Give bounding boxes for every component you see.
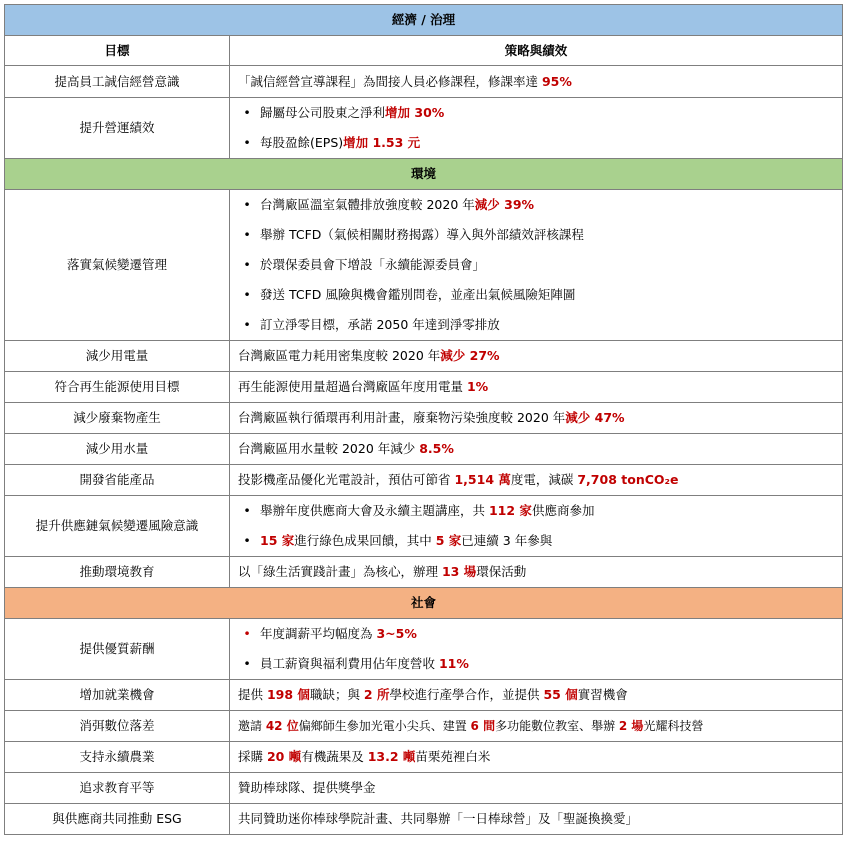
- table-row: [5, 190, 843, 341]
- goal-cell: 消弭數位落差: [5, 711, 230, 742]
- strategy-cell: [230, 496, 843, 557]
- list-item: • 台灣廠區溫室氣體排放強度較 2020 年減少 39%: [238, 190, 834, 220]
- bullet-icon: •: [243, 317, 251, 332]
- section-social-title: 社會: [5, 588, 843, 619]
- table-row: [5, 372, 843, 403]
- strategy-cell: 採購 20 噸有機蔬果及 13.2 噸苗栗苑裡白米: [230, 742, 843, 773]
- esg-performance-table: [4, 4, 843, 835]
- strategy-cell: 再生能源使用量超過台灣廠區年度用電量 1%: [230, 372, 843, 403]
- goal-cell: 減少用電量: [5, 341, 230, 372]
- list-item: • 舉辦年度供應商大會及永續主題講座，共 112 家供應商參加: [238, 496, 834, 526]
- table-row: [5, 66, 843, 98]
- list-item: • 年度調薪平均幅度為 3~5%: [238, 619, 834, 649]
- strategy-cell: 「誠信經營宣導課程」為間接人員必修課程，修課率達 95%: [230, 66, 843, 98]
- strategy-cell: [230, 98, 843, 159]
- bullet-icon: •: [243, 135, 251, 150]
- goal-cell: 符合再生能源使用目標: [5, 372, 230, 403]
- section-governance-row: [5, 5, 843, 36]
- table-row: [5, 773, 843, 804]
- strategy-cell: 投影機產品優化光電設計，預估可節省 1,514 萬度電，減碳 7,708 tonCO₂e: [230, 465, 843, 496]
- goal-cell: 落實氣候變遷管理: [5, 190, 230, 341]
- table-row: [5, 804, 843, 835]
- section-environment-title: 環境: [5, 159, 843, 190]
- table-row: [5, 465, 843, 496]
- goal-cell: 推動環境教育: [5, 557, 230, 588]
- table-row: [5, 496, 843, 557]
- header-row: [5, 36, 843, 66]
- bullet-icon: •: [243, 287, 251, 302]
- strategy-cell: 台灣廠區用水量較 2020 年減少 8.5%: [230, 434, 843, 465]
- goal-cell: 減少用水量: [5, 434, 230, 465]
- goal-cell: 提供優質薪酬: [5, 619, 230, 680]
- table-row: [5, 711, 843, 742]
- list-item: • 員工薪資與福利費用佔年度營收 11%: [238, 649, 834, 679]
- bullet-icon: •: [243, 626, 251, 641]
- goal-cell: 提升供應鏈氣候變遷風險意識: [5, 496, 230, 557]
- strategy-cell: 台灣廠區執行循環再利用計畫，廢棄物污染強度較 2020 年減少 47%: [230, 403, 843, 434]
- header-strategy: 策略與績效: [230, 36, 843, 66]
- table-row: [5, 403, 843, 434]
- goal-cell: 增加就業機會: [5, 680, 230, 711]
- section-environment-row: [5, 159, 843, 190]
- goal-cell: 支持永續農業: [5, 742, 230, 773]
- list-item: • 舉辦 TCFD（氣候相關財務揭露）導入與外部績效評核課程: [238, 220, 834, 250]
- bullet-icon: •: [243, 105, 251, 120]
- bullet-icon: •: [243, 533, 251, 548]
- goal-cell: 提高員工誠信經營意識: [5, 66, 230, 98]
- bullet-icon: •: [243, 503, 251, 518]
- list-item: • 15 家進行綠色成果回饋，其中 5 家已連續 3 年參與: [238, 526, 834, 556]
- strategy-cell: 贊助棒球隊、提供獎學金: [230, 773, 843, 804]
- header-goal: 目標: [5, 36, 230, 66]
- bullet-icon: •: [243, 656, 251, 671]
- list-item: • 歸屬母公司股東之淨利增加 30%: [238, 98, 834, 128]
- list-item: • 訂立淨零目標，承諾 2050 年達到淨零排放: [238, 310, 834, 340]
- bullet-icon: •: [243, 197, 251, 212]
- strategy-cell: 共同贊助迷你棒球學院計畫、共同舉辦「一日棒球營」及「聖誕換換愛」: [230, 804, 843, 835]
- list-item: • 每股盈餘(EPS)增加 1.53 元: [238, 128, 834, 158]
- table-row: [5, 98, 843, 159]
- section-social-row: [5, 588, 843, 619]
- goal-cell: 開發省能產品: [5, 465, 230, 496]
- table-row: [5, 619, 843, 680]
- section-governance-title: 經濟 / 治理: [5, 5, 843, 36]
- strategy-cell: 邀請 42 位偏鄉師生參加光電小尖兵、建置 6 間多功能數位教室、舉辦 2 場光耀科技營: [230, 711, 843, 742]
- strategy-cell: 以「綠生活實踐計畫」為核心，辦理 13 場環保活動: [230, 557, 843, 588]
- strategy-cell: 提供 198 個職缺；與 2 所學校進行產學合作，並提供 55 個實習機會: [230, 680, 843, 711]
- bullet-icon: •: [243, 257, 251, 272]
- table-row: [5, 434, 843, 465]
- strategy-cell: [230, 190, 843, 341]
- table-row: [5, 742, 843, 773]
- table-row: [5, 341, 843, 372]
- goal-cell: 與供應商共同推動 ESG: [5, 804, 230, 835]
- goal-cell: 減少廢棄物產生: [5, 403, 230, 434]
- strategy-cell: 台灣廠區電力耗用密集度較 2020 年減少 27%: [230, 341, 843, 372]
- list-item: • 發送 TCFD 風險與機會鑑別問卷，並產出氣候風險矩陣圖: [238, 280, 834, 310]
- goal-cell: 追求教育平等: [5, 773, 230, 804]
- bullet-icon: •: [243, 227, 251, 242]
- table-row: [5, 680, 843, 711]
- list-item: • 於環保委員會下增設「永續能源委員會」: [238, 250, 834, 280]
- goal-cell: 提升營運績效: [5, 98, 230, 159]
- strategy-cell: [230, 619, 843, 680]
- table-row: [5, 557, 843, 588]
